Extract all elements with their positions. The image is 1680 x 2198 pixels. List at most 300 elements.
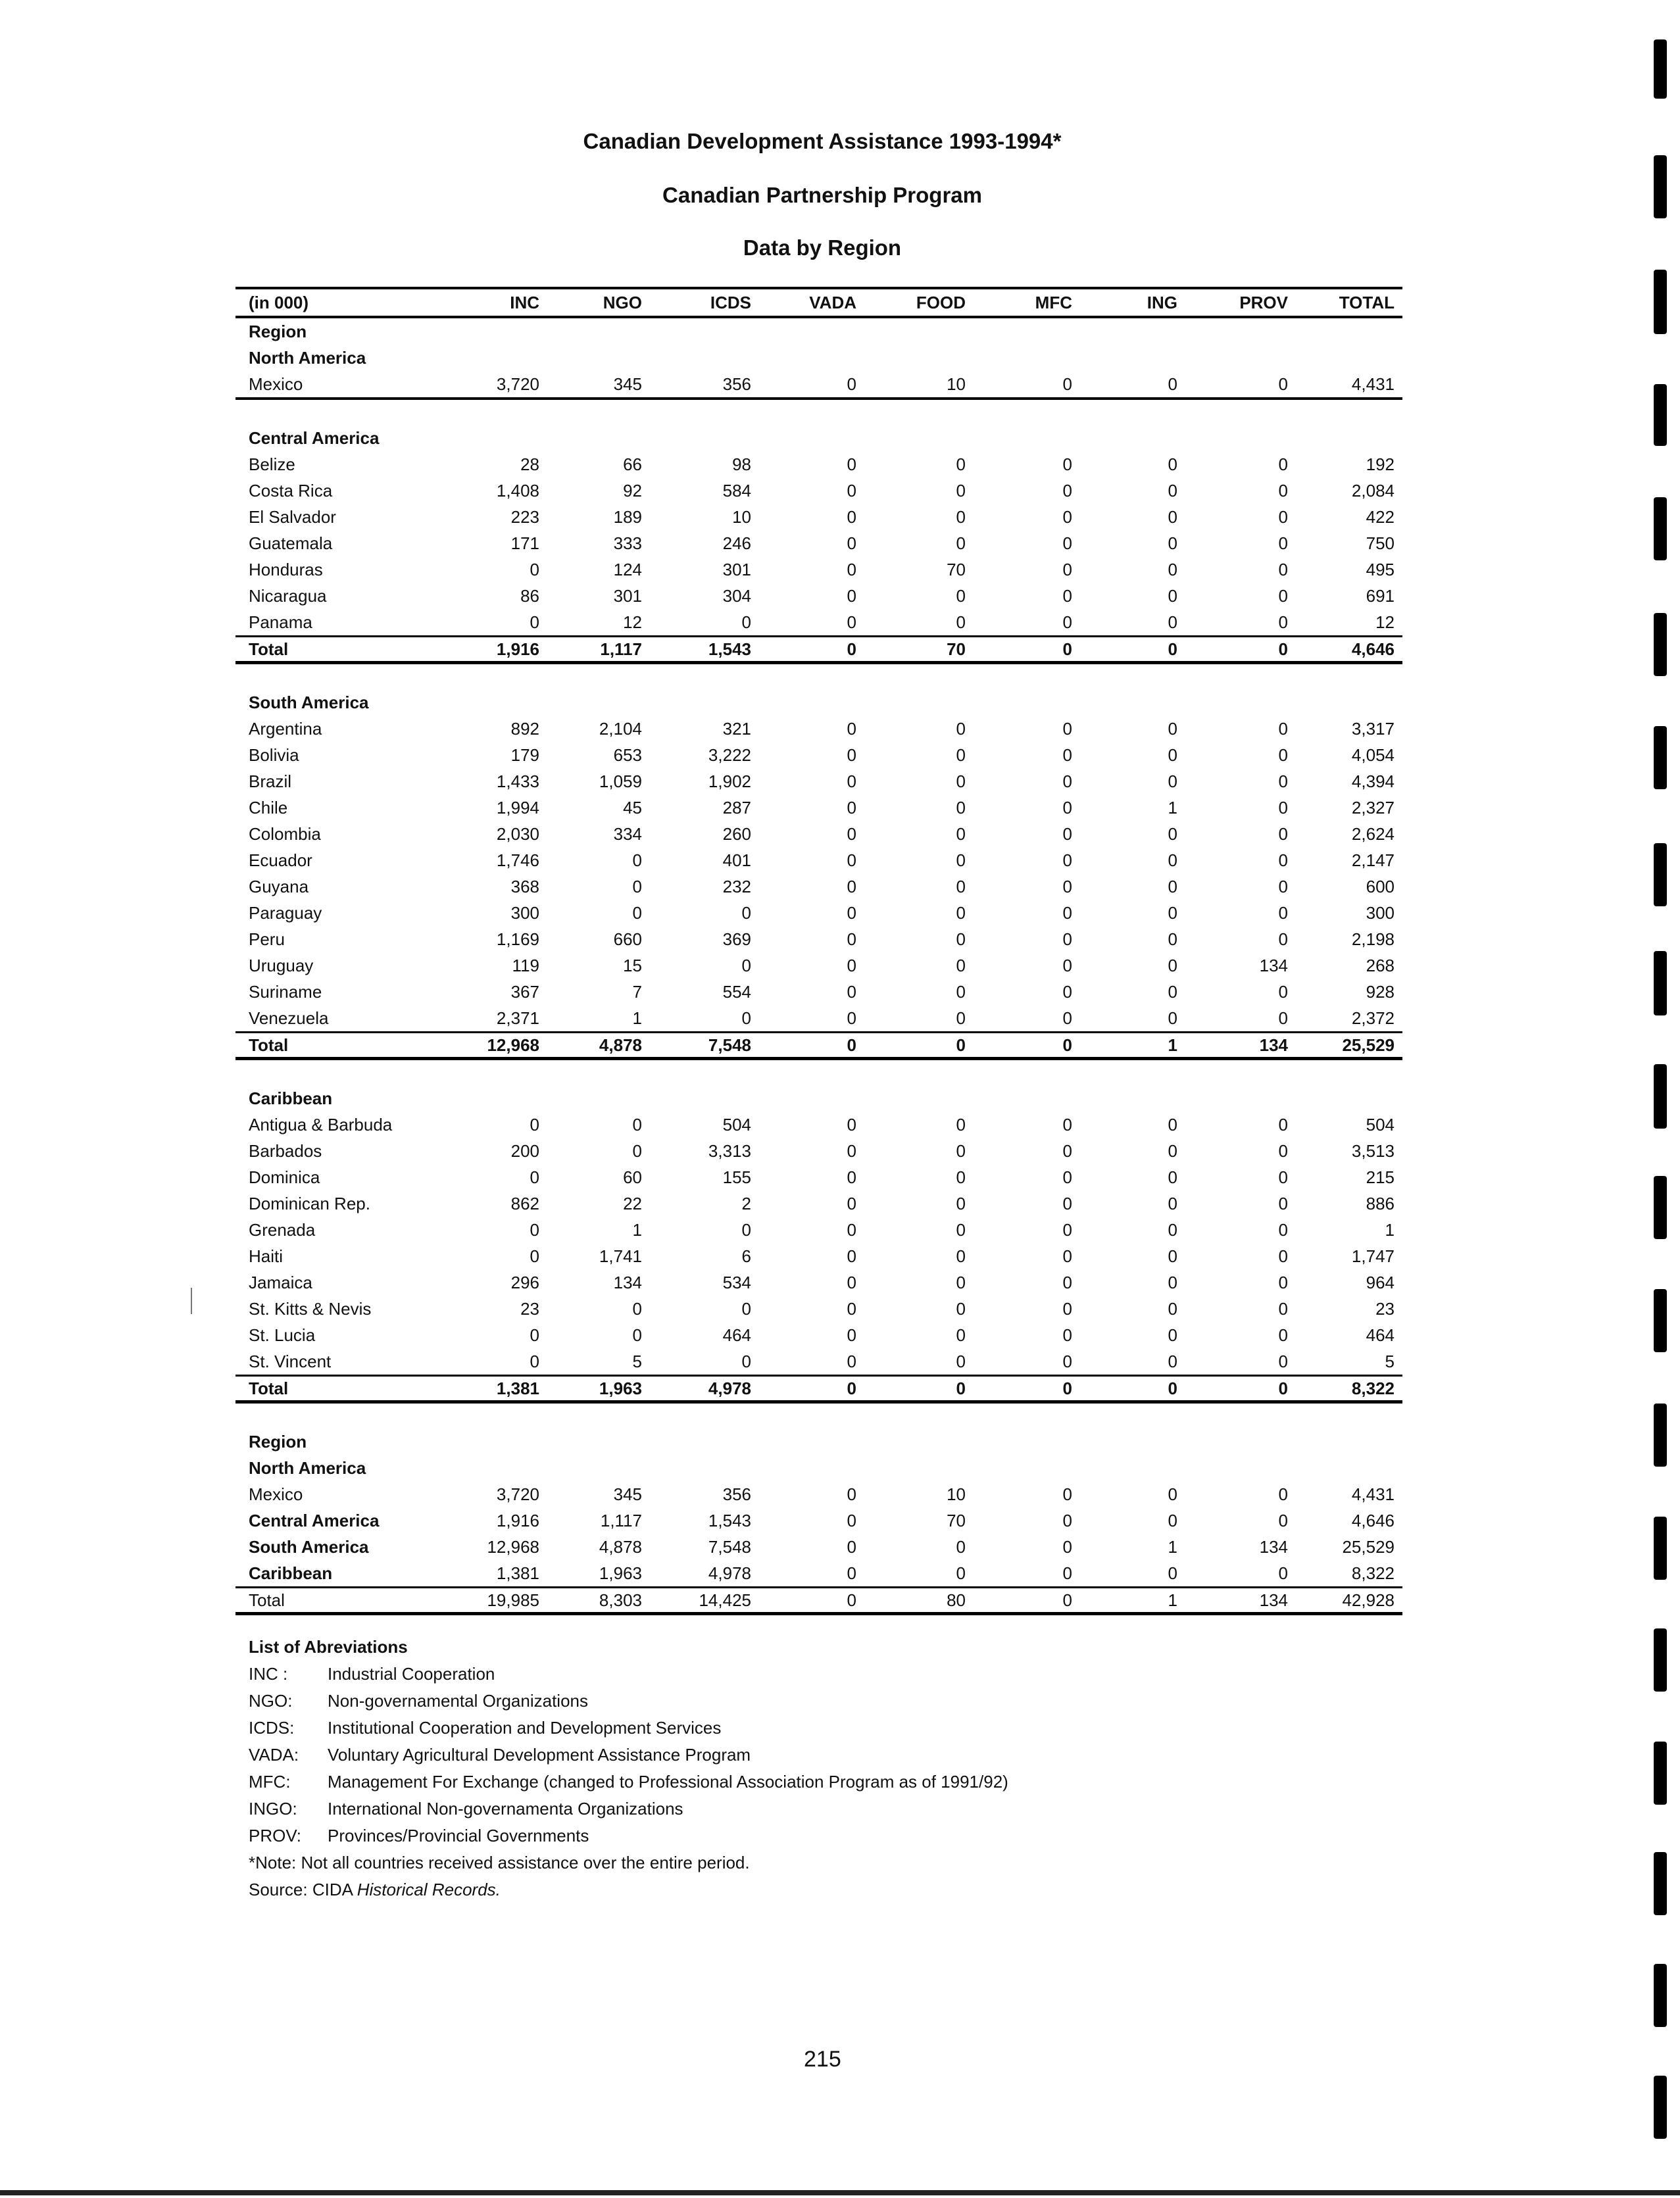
cell-mfc: 0	[1062, 1484, 1072, 1504]
cell-ngo: 0	[632, 1141, 642, 1161]
cell-icds: 287	[722, 798, 751, 818]
cell-food: 0	[956, 850, 966, 870]
table-row	[235, 821, 1402, 847]
table-row	[235, 1190, 1402, 1217]
cell-ing: 0	[1168, 1194, 1177, 1213]
cell-vada: 0	[847, 1220, 856, 1240]
cell-food: 0	[956, 745, 966, 765]
cell-total: 422	[1366, 507, 1395, 527]
cell-prov: PROV	[1239, 293, 1288, 312]
cell-ngo: 45	[623, 798, 642, 818]
cell-vada: 0	[847, 1484, 856, 1504]
cell-mfc: 0	[1062, 798, 1072, 818]
cell-prov: 0	[1278, 1141, 1288, 1161]
cell-icds: 4,978	[708, 1563, 751, 1583]
cell-mfc: 0	[1062, 1035, 1072, 1055]
cell-icds: 321	[722, 719, 751, 739]
cell-inc: 2,371	[496, 1008, 539, 1028]
region-heading	[235, 318, 1402, 345]
cell-mfc: 0	[1062, 639, 1072, 659]
row-label: St. Kitts & Nevis	[249, 1299, 372, 1319]
cell-total: 3,317	[1351, 719, 1395, 739]
abbreviation-value: Management For Exchange (changed to Professional Association Program as of 1991/92)	[328, 1772, 1008, 1792]
cell-ing: 0	[1168, 1008, 1177, 1028]
cell-vada: 0	[847, 1194, 856, 1213]
abbreviations-title: List of Abreviations	[249, 1637, 408, 1657]
row-label: Jamaica	[249, 1273, 312, 1292]
cell-ngo: 12	[623, 612, 642, 632]
cell-ngo: 0	[632, 1115, 642, 1135]
row-label: Guatemala	[249, 533, 333, 553]
cell-prov: 0	[1278, 1511, 1288, 1530]
cell-ing: 0	[1168, 481, 1177, 501]
row-label: Total	[249, 1590, 285, 1610]
cell-ing: ING	[1147, 293, 1177, 312]
cell-food: 0	[956, 956, 966, 975]
cell-inc: 1,433	[496, 771, 539, 791]
table-row	[235, 1296, 1402, 1322]
cell-inc: 300	[510, 903, 539, 923]
cell-ngo: 653	[613, 745, 642, 765]
summary-row	[235, 1560, 1402, 1586]
cell-total: 886	[1366, 1194, 1395, 1213]
row-label: Haiti	[249, 1246, 284, 1266]
table-row	[235, 900, 1402, 926]
table-row	[235, 1111, 1402, 1138]
cell-vada: 0	[847, 877, 856, 896]
cell-vada: 0	[847, 850, 856, 870]
spacer	[235, 400, 1402, 425]
table-row	[235, 1138, 1402, 1164]
binder-mark	[1654, 270, 1667, 334]
cell-vada: 0	[847, 374, 856, 394]
cell-ing: 0	[1168, 454, 1177, 474]
cell-total: 23	[1375, 1299, 1395, 1319]
cell-inc: 296	[510, 1273, 539, 1292]
cell-inc: 179	[510, 745, 539, 765]
cell-ngo: 0	[632, 877, 642, 896]
cell-mfc: 0	[1062, 1141, 1072, 1161]
cell-food: 0	[956, 1273, 966, 1292]
cell-prov: 0	[1278, 1246, 1288, 1266]
cell-total: 5	[1385, 1352, 1395, 1371]
cell-ngo: 660	[613, 929, 642, 949]
cell-inc: 12,968	[487, 1035, 539, 1055]
cell-inc: 0	[530, 1352, 539, 1371]
cell-icds: 0	[741, 956, 751, 975]
cell-total: 504	[1366, 1115, 1395, 1135]
cell-total: 464	[1366, 1325, 1395, 1345]
row-label: Suriname	[249, 982, 322, 1002]
cell-ing: 0	[1168, 877, 1177, 896]
row-label: Panama	[249, 612, 312, 632]
cell-icds: 304	[722, 586, 751, 606]
cell-mfc: 0	[1062, 1220, 1072, 1240]
cell-food: 0	[956, 1035, 966, 1055]
cell-mfc: 0	[1062, 1246, 1072, 1266]
cell-icds: 0	[741, 1220, 751, 1240]
cell-total: TOTAL	[1339, 293, 1395, 312]
cell-total: 2,198	[1351, 929, 1395, 949]
cell-prov: 134	[1259, 1590, 1288, 1610]
scan-mark	[191, 1288, 192, 1314]
cell-ing: 0	[1168, 374, 1177, 394]
cell-vada: 0	[847, 1537, 856, 1557]
cell-ngo: 1,963	[599, 1563, 642, 1583]
row-label: Total	[249, 1379, 289, 1398]
row-label: Mexico	[249, 374, 303, 394]
cell-mfc: 0	[1062, 1325, 1072, 1345]
section-label: Caribbean	[249, 1088, 333, 1108]
cell-mfc: 0	[1062, 1563, 1072, 1583]
row-label: Uruguay	[249, 956, 314, 975]
table-row	[235, 873, 1402, 900]
cell-ing: 0	[1168, 1379, 1177, 1398]
cell-icds: 4,978	[708, 1379, 751, 1398]
cell-total: 2,372	[1351, 1008, 1395, 1028]
cell-ing: 0	[1168, 1220, 1177, 1240]
cell-vada: 0	[847, 824, 856, 844]
cell-prov: 0	[1278, 507, 1288, 527]
cell-prov: 0	[1278, 560, 1288, 579]
cell-vada: 0	[847, 1299, 856, 1319]
binder-mark	[1654, 155, 1667, 218]
summary-region-heading	[235, 1429, 1402, 1455]
cell-food: 70	[947, 560, 966, 579]
table-row	[235, 609, 1402, 635]
cell-mfc: 0	[1062, 1167, 1072, 1187]
cell-ngo: 4,878	[599, 1035, 642, 1055]
cell-icds: 534	[722, 1273, 751, 1292]
cell-ing: 0	[1168, 1484, 1177, 1504]
abbreviation-value: Non-governamental Organizations	[328, 1691, 588, 1711]
cell-icds: 14,425	[699, 1590, 751, 1610]
source-italic: Historical Records.	[357, 1880, 501, 1899]
row-label: Caribbean	[249, 1563, 333, 1583]
cell-inc: 223	[510, 507, 539, 527]
cell-total: 4,431	[1351, 1484, 1395, 1504]
cell-ing: 0	[1168, 824, 1177, 844]
cell-ing: 0	[1168, 1273, 1177, 1292]
cell-inc: 0	[530, 1325, 539, 1345]
table-row	[235, 477, 1402, 504]
cell-inc: 1,746	[496, 850, 539, 870]
cell-food: 0	[956, 1299, 966, 1319]
cell-ngo: 124	[613, 560, 642, 579]
cell-icds: 7,548	[708, 1537, 751, 1557]
cell-icds: 464	[722, 1325, 751, 1345]
south-america-heading	[235, 689, 1402, 716]
cell-ing: 0	[1168, 850, 1177, 870]
cell-inc: 171	[510, 533, 539, 553]
row-label: El Salvador	[249, 507, 336, 527]
row-label: Honduras	[249, 560, 323, 579]
cell-icds: 260	[722, 824, 751, 844]
cell-inc: 1,994	[496, 798, 539, 818]
cell-mfc: 0	[1062, 1194, 1072, 1213]
cell-ing: 0	[1168, 903, 1177, 923]
cell-ngo: 1	[632, 1220, 642, 1240]
cell-prov: 0	[1278, 1484, 1288, 1504]
row-label: Ecuador	[249, 850, 312, 870]
binder-mark	[1654, 1628, 1667, 1692]
cell-prov: 134	[1259, 1035, 1288, 1055]
cell-total: 300	[1366, 903, 1395, 923]
binder-mark	[1654, 384, 1667, 446]
abbreviation-value: Institutional Cooperation and Development Services	[328, 1718, 722, 1738]
cell-mfc: 0	[1062, 507, 1072, 527]
cell-ngo: 345	[613, 374, 642, 394]
cell-vada: 0	[847, 903, 856, 923]
cell-total: 192	[1366, 454, 1395, 474]
cell-ing: 0	[1168, 956, 1177, 975]
cell-ngo: 66	[623, 454, 642, 474]
cell-prov: 0	[1278, 1115, 1288, 1135]
cell-ngo: 7	[632, 982, 642, 1002]
binder-mark	[1654, 1404, 1667, 1467]
cell-icds: 401	[722, 850, 751, 870]
cell-food: 0	[956, 719, 966, 739]
document-subtitle-2: Data by Region	[743, 235, 902, 260]
row-label: Colombia	[249, 824, 321, 844]
cell-icds: 1,902	[708, 771, 751, 791]
cell-vada: 0	[847, 1141, 856, 1161]
section-label: South America	[249, 693, 369, 712]
cell-ngo: 301	[613, 586, 642, 606]
cell-ngo: 22	[623, 1194, 642, 1213]
cell-icds: 98	[732, 454, 751, 474]
cell-mfc: 0	[1062, 903, 1072, 923]
row-label: Paraguay	[249, 903, 322, 923]
cell-ing: 0	[1168, 929, 1177, 949]
cell-ngo: 0	[632, 850, 642, 870]
binder-mark	[1654, 951, 1667, 1015]
cell-mfc: 0	[1062, 374, 1072, 394]
abbreviation-value: Voluntary Agricultural Development Assistance Program	[328, 1745, 751, 1765]
cell-vada: 0	[847, 1167, 856, 1187]
cell-ing: 0	[1168, 639, 1177, 659]
abbreviation-key: PROV:	[249, 1826, 301, 1845]
table-row	[235, 768, 1402, 794]
cell-food: 0	[956, 798, 966, 818]
cell-vada: 0	[847, 798, 856, 818]
cell-food: 0	[956, 1141, 966, 1161]
cell-mfc: 0	[1062, 824, 1072, 844]
abbreviation-key: NGO:	[249, 1691, 293, 1711]
cell-mfc: 0	[1062, 745, 1072, 765]
cell-icds: 6	[741, 1246, 751, 1266]
cell-prov: 0	[1278, 454, 1288, 474]
section-label: Region	[249, 1432, 307, 1452]
cell-vada: 0	[847, 481, 856, 501]
cell-prov: 0	[1278, 982, 1288, 1002]
row-label: Guyana	[249, 877, 309, 896]
table-row	[235, 1243, 1402, 1269]
cell-prov: 134	[1259, 1537, 1288, 1557]
cell-vada: 0	[847, 956, 856, 975]
abbreviation-item	[249, 1715, 1008, 1742]
cell-prov: 0	[1278, 1220, 1288, 1240]
cell-food: 0	[956, 903, 966, 923]
cell-icds: 10	[732, 507, 751, 527]
cell-prov: 134	[1259, 956, 1288, 975]
cell-vada: 0	[847, 507, 856, 527]
cell-total: 3,513	[1351, 1141, 1395, 1161]
cell-food: 0	[956, 1167, 966, 1187]
table-row	[235, 530, 1402, 556]
cell-inc: 0	[530, 1246, 539, 1266]
cell-total: 8,322	[1351, 1563, 1395, 1583]
cell-prov: 0	[1278, 1352, 1288, 1371]
cell-icds: 0	[741, 1352, 751, 1371]
cell-total: 42,928	[1342, 1590, 1395, 1610]
table-row	[235, 504, 1402, 530]
cell-inc: 19,985	[487, 1590, 539, 1610]
cell-ngo: 1	[632, 1008, 642, 1028]
cell-total: 964	[1366, 1273, 1395, 1292]
grand-total-row	[235, 1586, 1402, 1615]
cell-inc: 0	[530, 1167, 539, 1187]
abbreviation-key: VADA:	[249, 1745, 299, 1765]
document-subtitle: Canadian Partnership Program	[662, 183, 982, 207]
cell-ngo: 2,104	[599, 719, 642, 739]
cell-mfc: 0	[1062, 1352, 1072, 1371]
summary-row	[235, 1507, 1402, 1534]
row-label: Dominican Rep.	[249, 1194, 370, 1213]
cell-vada: 0	[847, 1008, 856, 1028]
row-label: Barbados	[249, 1141, 322, 1161]
cell-food: 70	[947, 1511, 966, 1530]
cell-mfc: 0	[1062, 956, 1072, 975]
cell-total: 750	[1366, 533, 1395, 553]
cell-total: 8,322	[1351, 1379, 1395, 1398]
cell-mfc: 0	[1062, 850, 1072, 870]
cell-icds: 554	[722, 982, 751, 1002]
cell-inc: 367	[510, 982, 539, 1002]
cell-icds: 356	[722, 1484, 751, 1504]
cell-icds: 2	[741, 1194, 751, 1213]
cell-food: 0	[956, 1246, 966, 1266]
abbreviations-list	[249, 1634, 1008, 1903]
section-label: Region	[249, 322, 307, 341]
cell-ngo: 0	[632, 1299, 642, 1319]
cell-ngo: 189	[613, 507, 642, 527]
cell-mfc: 0	[1062, 1115, 1072, 1135]
row-label: (in 000)	[249, 293, 309, 312]
cell-total: 1,747	[1351, 1246, 1395, 1266]
binder-mark	[1654, 1176, 1667, 1239]
cell-total: 495	[1366, 560, 1395, 579]
cell-inc: 1,916	[496, 639, 539, 659]
table-header-row	[235, 287, 1402, 318]
cell-vada: 0	[847, 639, 856, 659]
cell-mfc: 0	[1062, 612, 1072, 632]
cell-prov: 0	[1278, 612, 1288, 632]
total-row	[235, 1031, 1402, 1060]
abbreviation-item	[249, 1822, 1008, 1849]
cell-vada: 0	[847, 1511, 856, 1530]
row-label: Dominica	[249, 1167, 320, 1187]
table-row	[235, 742, 1402, 768]
cell-icds: 301	[722, 560, 751, 579]
cell-prov: 0	[1278, 1167, 1288, 1187]
row-label: Bolivia	[249, 745, 299, 765]
cell-prov: 0	[1278, 850, 1288, 870]
cell-prov: 0	[1278, 1563, 1288, 1583]
cell-ing: 0	[1168, 560, 1177, 579]
cell-icds: 504	[722, 1115, 751, 1135]
cell-inc: 0	[530, 560, 539, 579]
binder-mark	[1654, 1964, 1667, 2027]
cell-icds: 232	[722, 877, 751, 896]
cell-inc: 1,916	[496, 1511, 539, 1530]
table-row	[235, 794, 1402, 821]
cell-ing: 0	[1168, 1563, 1177, 1583]
cell-food: 0	[956, 533, 966, 553]
cell-ngo: 134	[613, 1273, 642, 1292]
cell-prov: 0	[1278, 1325, 1288, 1345]
section-label: North America	[249, 1458, 366, 1478]
cell-mfc: 0	[1062, 1590, 1072, 1610]
cell-prov: 0	[1278, 824, 1288, 844]
row-label: Nicaragua	[249, 586, 327, 606]
summary-row	[235, 1481, 1402, 1507]
cell-icds: 1,543	[708, 1511, 751, 1530]
cell-ngo: 5	[632, 1352, 642, 1371]
abbreviation-key: ICDS:	[249, 1718, 295, 1738]
cell-ngo: 1,117	[600, 1511, 642, 1530]
cell-ngo: 15	[623, 956, 642, 975]
cell-total: 2,084	[1351, 481, 1395, 501]
row-label: Grenada	[249, 1220, 316, 1240]
table-row	[235, 847, 1402, 873]
data-table	[235, 287, 1402, 1615]
cell-vada: 0	[847, 1246, 856, 1266]
cell-food: 0	[956, 507, 966, 527]
cell-vada: 0	[847, 586, 856, 606]
cell-ngo: 1,059	[599, 771, 642, 791]
cell-ing: 0	[1168, 1325, 1177, 1345]
binder-mark	[1654, 1064, 1667, 1129]
cell-icds: 3,313	[708, 1141, 751, 1161]
cell-vada: 0	[847, 1352, 856, 1371]
cell-inc: 2,030	[496, 824, 539, 844]
cell-prov: 0	[1278, 1379, 1288, 1398]
cell-vada: 0	[847, 560, 856, 579]
cell-total: 2,147	[1351, 850, 1395, 870]
cell-ing: 0	[1168, 1167, 1177, 1187]
cell-ing: 0	[1168, 1141, 1177, 1161]
table-row	[235, 1164, 1402, 1190]
cell-mfc: 0	[1062, 481, 1072, 501]
cell-vada: 0	[847, 982, 856, 1002]
cell-total: 1	[1385, 1220, 1395, 1240]
cell-ing: 0	[1168, 771, 1177, 791]
cell-food: FOOD	[916, 293, 966, 312]
cell-mfc: 0	[1062, 877, 1072, 896]
cell-vada: 0	[847, 454, 856, 474]
cell-mfc: 0	[1062, 1511, 1072, 1530]
cell-food: 0	[956, 586, 966, 606]
cell-inc: 862	[510, 1194, 539, 1213]
summary-row	[235, 1534, 1402, 1560]
cell-total: 25,529	[1342, 1035, 1395, 1055]
cell-inc: 3,720	[496, 1484, 539, 1504]
cell-prov: 0	[1278, 481, 1288, 501]
cell-ngo: 4,878	[599, 1537, 642, 1557]
cell-inc: 119	[512, 956, 539, 975]
row-label: Total	[249, 639, 289, 659]
